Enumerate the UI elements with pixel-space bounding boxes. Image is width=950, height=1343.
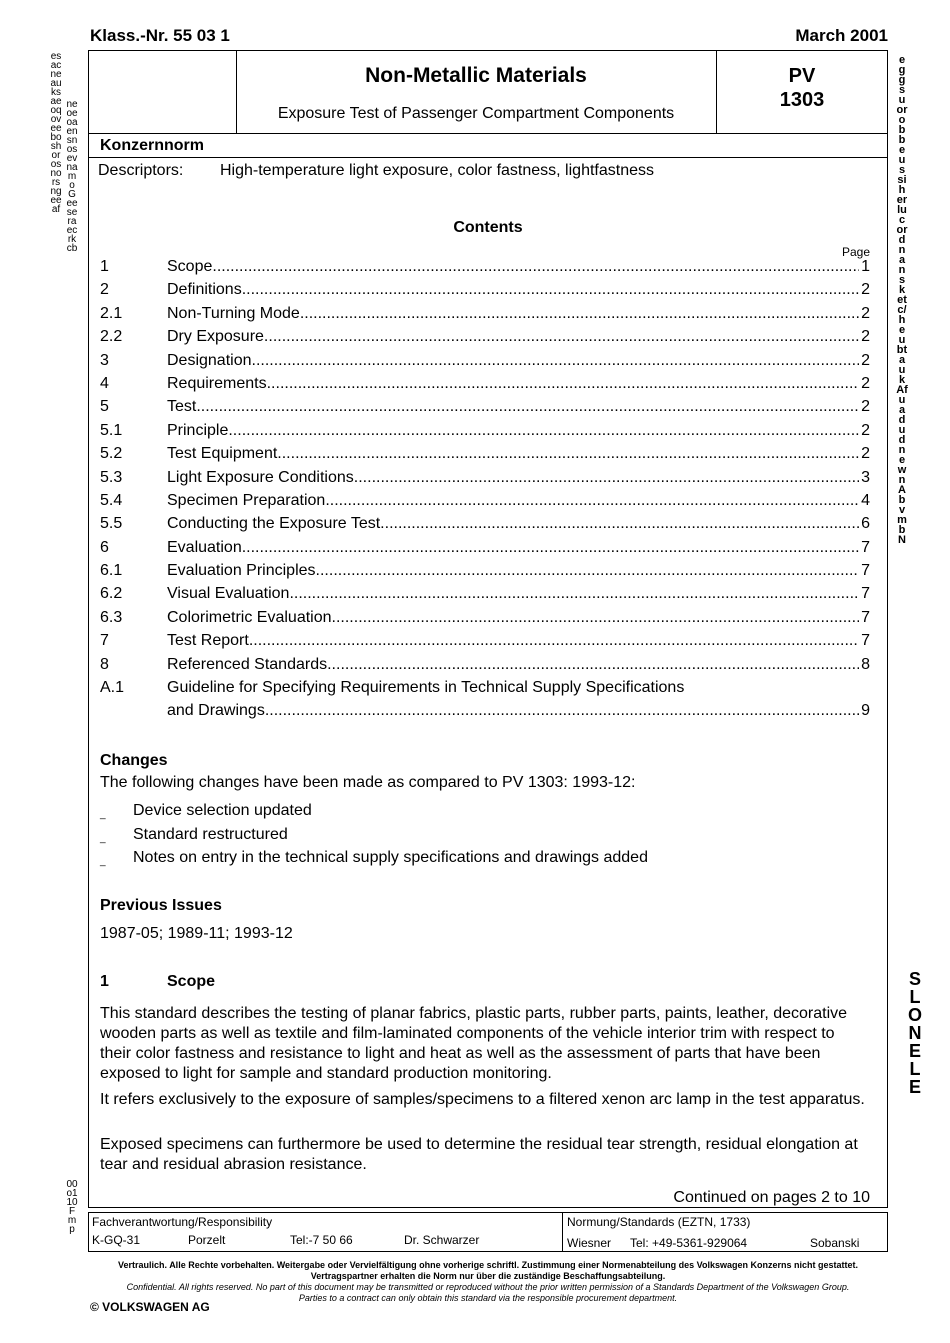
toc-leader-dots <box>212 257 859 277</box>
toc-leader-dots <box>354 468 859 488</box>
list-item: _ Standard restructured <box>100 825 860 849</box>
toc-title: Non-Turning Mode <box>167 304 300 322</box>
previous-issues-heading: Previous Issues <box>100 897 222 914</box>
toc-entry[interactable] <box>100 538 870 561</box>
table-of-contents <box>100 257 870 724</box>
toc-title: Dry Exposure <box>167 328 264 346</box>
toc-title: Designation <box>167 351 252 369</box>
left-margin-marks-2: neoeoaensnosevnamoGeeseraecrkcb <box>66 99 78 254</box>
toc-number: 5.5 <box>100 515 123 533</box>
toc-page-number: 2 <box>861 328 870 346</box>
toc-number: 5.4 <box>100 491 123 509</box>
toc-leader-dots <box>265 701 859 721</box>
toc-entry[interactable] <box>100 468 870 491</box>
toc-title: Referenced Standards <box>167 655 328 673</box>
toc-number: 6 <box>100 538 109 556</box>
toc-page-number: 7 <box>861 632 870 650</box>
toc-entry[interactable] <box>100 584 870 607</box>
toc-page-number: 7 <box>861 608 870 626</box>
previous-issues-text: 1987-05; 1989-11; 1993-12 <box>100 925 293 942</box>
toc-leader-dots <box>380 514 859 534</box>
toc-page-number: 2 <box>861 445 870 463</box>
left-margin-marks-1: esacneauksaeoqoveeboshorosnorsngeeaf <box>50 51 62 215</box>
toc-title-line2: and Drawings <box>167 702 265 720</box>
toc-number: 5.2 <box>100 445 123 463</box>
toc-title: Test <box>167 398 197 416</box>
standards-name-2: Sobanski <box>810 1236 860 1250</box>
toc-page-number: 7 <box>861 562 870 580</box>
toc-page-number: 2 <box>861 351 870 369</box>
bullet-mark: _ <box>100 856 106 867</box>
footer-top-line <box>88 1212 888 1213</box>
standard-code: PV <box>788 65 816 87</box>
toc-entry[interactable] <box>100 374 870 397</box>
toc-number: 7 <box>100 632 109 650</box>
toc-number: 4 <box>100 374 109 392</box>
toc-page-number: 6 <box>861 515 870 533</box>
continued-note: Continued on pages 2 to 10 <box>673 1189 870 1206</box>
document-subtitle: Exposure Test of Passenger Compartment Components <box>277 105 675 122</box>
toc-leader-dots <box>252 351 860 371</box>
toc-title: Principle <box>167 421 229 439</box>
scope-paragraph-2: It refers exclusively to the exposure of samples/specimens to a filtered xenon arc lamp in the test apparatus. <box>100 1091 865 1108</box>
toc-title: Scope <box>167 258 213 275</box>
changes-intro: The following changes have been made as compared to PV 1303: 1993-12: <box>100 774 636 791</box>
toc-entry[interactable] <box>100 608 870 631</box>
toc-leader-dots <box>289 584 859 604</box>
footer-divider <box>562 1212 563 1251</box>
responsible-dept: K-GQ-31 <box>92 1233 141 1247</box>
toc-leader-dots <box>264 327 859 347</box>
toc-entry[interactable] <box>100 351 870 374</box>
standards-name-1: Wiesner <box>567 1236 612 1250</box>
toc-page-number: 8 <box>861 655 870 673</box>
scope-paragraph-1: This standard describes the testing of planar fabrics, plastic parts, rubber parts, paints, leather, decorative wooden parts as well as textile and film-laminated components of the vehicle interior trim with respect to their color fastness and resistance to light and heat as well as the assessment of parts that have been exposed to light for sample and standard production monitoring. <box>100 1005 848 1082</box>
toc-number: 8 <box>100 655 109 673</box>
scope-heading: Scope <box>167 973 216 990</box>
toc-entry[interactable] <box>100 257 870 280</box>
descriptors-value: High-temperature light exposure, color fastness, lightfastness <box>220 162 654 179</box>
classification-number: Klass.-Nr. 55 03 1 <box>90 26 230 45</box>
toc-page-number: 2 <box>861 398 870 416</box>
toc-number: 6.3 <box>100 608 123 626</box>
toc-leader-dots <box>242 280 859 300</box>
right-margin-stamp: SLONELE <box>907 969 922 1097</box>
contents-heading: Contents <box>453 219 523 236</box>
toc-number: 5 <box>100 398 109 416</box>
right-margin-marks: eggsuorobbeussiherlucordnansketc/heubtaukAfuadudnewnAbvmbN <box>896 54 908 546</box>
toc-number: 6.2 <box>100 585 123 603</box>
toc-entry[interactable] <box>100 631 870 654</box>
scope-section-number: 1 <box>100 973 109 990</box>
toc-title-line1: Guideline for Specifying Requirements in Technical Supply Specifications <box>167 679 685 697</box>
footer-bottom-line <box>88 1251 888 1252</box>
bullet-mark: _ <box>100 809 106 820</box>
toc-page-number: 2 <box>861 304 870 322</box>
toc-leader-dots <box>316 561 860 581</box>
toc-number: 6.1 <box>100 562 123 580</box>
changes-list <box>100 801 860 872</box>
toc-leader-dots <box>325 491 859 511</box>
toc-entry[interactable] <box>100 514 870 537</box>
toc-page-number: 7 <box>861 538 870 556</box>
toc-title: Visual Evaluation <box>167 585 290 603</box>
copyright: © VOLKSWAGEN AG <box>90 1300 210 1314</box>
standards-label: Normung/Standards (EZTN, 1733) <box>567 1215 751 1229</box>
bullet-mark: _ <box>100 832 106 844</box>
toc-number: 2.1 <box>100 304 123 322</box>
toc-number: 3 <box>100 351 109 369</box>
toc-number: 5.3 <box>100 468 123 486</box>
toc-title: Test Report <box>167 632 249 650</box>
toc-leader-dots <box>242 538 859 558</box>
toc-page-number: 2 <box>861 374 870 392</box>
toc-page-number: 3 <box>861 468 870 486</box>
konzernnorm-label: Konzernnorm <box>100 137 204 154</box>
toc-entry[interactable] <box>100 561 870 584</box>
responsible-tel: Tel:-7 50 66 <box>290 1233 353 1247</box>
toc-page-number: 9 <box>861 702 870 720</box>
toc-leader-dots <box>267 374 859 394</box>
toc-title: Test Equipment <box>167 445 278 463</box>
responsibility-label: Fachverantwortung/Responsibility <box>92 1215 273 1229</box>
toc-title: Specimen Preparation <box>167 491 326 509</box>
toc-title: Evaluation Principles <box>167 562 316 580</box>
toc-entry[interactable] <box>100 280 870 303</box>
scope-paragraph-3: Exposed specimens can furthermore be used to determine the residual tear strength, residual elongation at tear and residual abrasion resistance. <box>100 1136 858 1173</box>
toc-entry[interactable] <box>100 444 870 467</box>
toc-entry[interactable] <box>100 304 870 327</box>
responsible-name-1: Porzelt <box>188 1233 226 1247</box>
toc-entry-a1[interactable] <box>100 678 870 724</box>
konzernnorm-line <box>88 157 888 158</box>
toc-entry[interactable] <box>100 397 870 420</box>
responsible-name-2: Dr. Schwarzer <box>404 1233 480 1247</box>
document-title: Non-Metallic Materials <box>365 64 587 87</box>
toc-leader-dots <box>228 421 859 441</box>
notice-english-2: Parties to a contract can only obtain this standard via the responsible procurement department. <box>298 1293 678 1303</box>
title-bottom-line <box>88 133 888 134</box>
toc-title: Definitions <box>167 281 242 299</box>
footer-left-border <box>88 1212 89 1251</box>
footer-right-border <box>887 1212 888 1251</box>
toc-title: Colorimetric Evaluation <box>167 608 332 626</box>
toc-leader-dots <box>196 397 859 417</box>
toc-number: A.1 <box>100 679 125 697</box>
toc-leader-dots <box>277 444 859 464</box>
toc-number: 5.1 <box>100 421 123 439</box>
toc-leader-dots <box>249 631 859 651</box>
toc-page-number: 2 <box>861 421 870 439</box>
toc-entry[interactable] <box>100 421 870 444</box>
toc-leader-dots <box>327 655 859 675</box>
list-item: _ Notes on entry in the technical supply specifications and drawings added <box>100 848 860 872</box>
notice-german-2: Vertragspartner erhalten die Norm nur über die zuständige Beschaffungsabteilung. <box>310 1271 666 1281</box>
toc-number: 1 <box>100 258 109 275</box>
descriptors-label: Descriptors: <box>98 162 184 179</box>
issue-date: March 2001 <box>795 26 888 45</box>
standard-number: 1303 <box>779 89 825 111</box>
toc-entry[interactable] <box>100 327 870 350</box>
toc-page-number: 1 <box>861 258 870 275</box>
bottom-left-marks: 00o1 10Fmp <box>66 1179 78 1235</box>
toc-title: Conducting the Exposure Test <box>167 515 381 533</box>
toc-entry[interactable] <box>100 491 870 514</box>
standards-tel: Tel: +49-5361-929064 <box>630 1236 748 1250</box>
notice-german-1: Vertraulich. Alle Rechte vorbehalten. Weitergabe oder Vervielfältigung ohne vorherige schriftl. Zustimmung einer Normenabteilung des Volkswagen Konzerns nicht gestattet. <box>118 1260 858 1270</box>
toc-title: Evaluation <box>167 538 242 556</box>
notice-english-1: Confidential. All rights reserved. No part of this document may be transmitted or reproduced without the prior written permission of a Standards Department of the Volkswagen Group. <box>126 1282 850 1292</box>
toc-page-number: 4 <box>861 491 870 509</box>
toc-number: 2 <box>100 281 109 299</box>
toc-page-number: 2 <box>861 281 870 299</box>
standard-id <box>716 64 888 112</box>
changes-heading: Changes <box>100 752 168 769</box>
toc-title: Requirements <box>167 374 267 392</box>
toc-entry[interactable] <box>100 655 870 678</box>
list-item: _ Device selection updated <box>100 801 860 825</box>
toc-title: Light Exposure Conditions <box>167 468 354 486</box>
toc-leader-dots <box>332 608 860 628</box>
toc-number: 2.2 <box>100 328 123 346</box>
toc-page-number: 7 <box>861 585 870 603</box>
contents-page-label: Page <box>841 245 870 259</box>
toc-leader-dots <box>300 304 859 324</box>
